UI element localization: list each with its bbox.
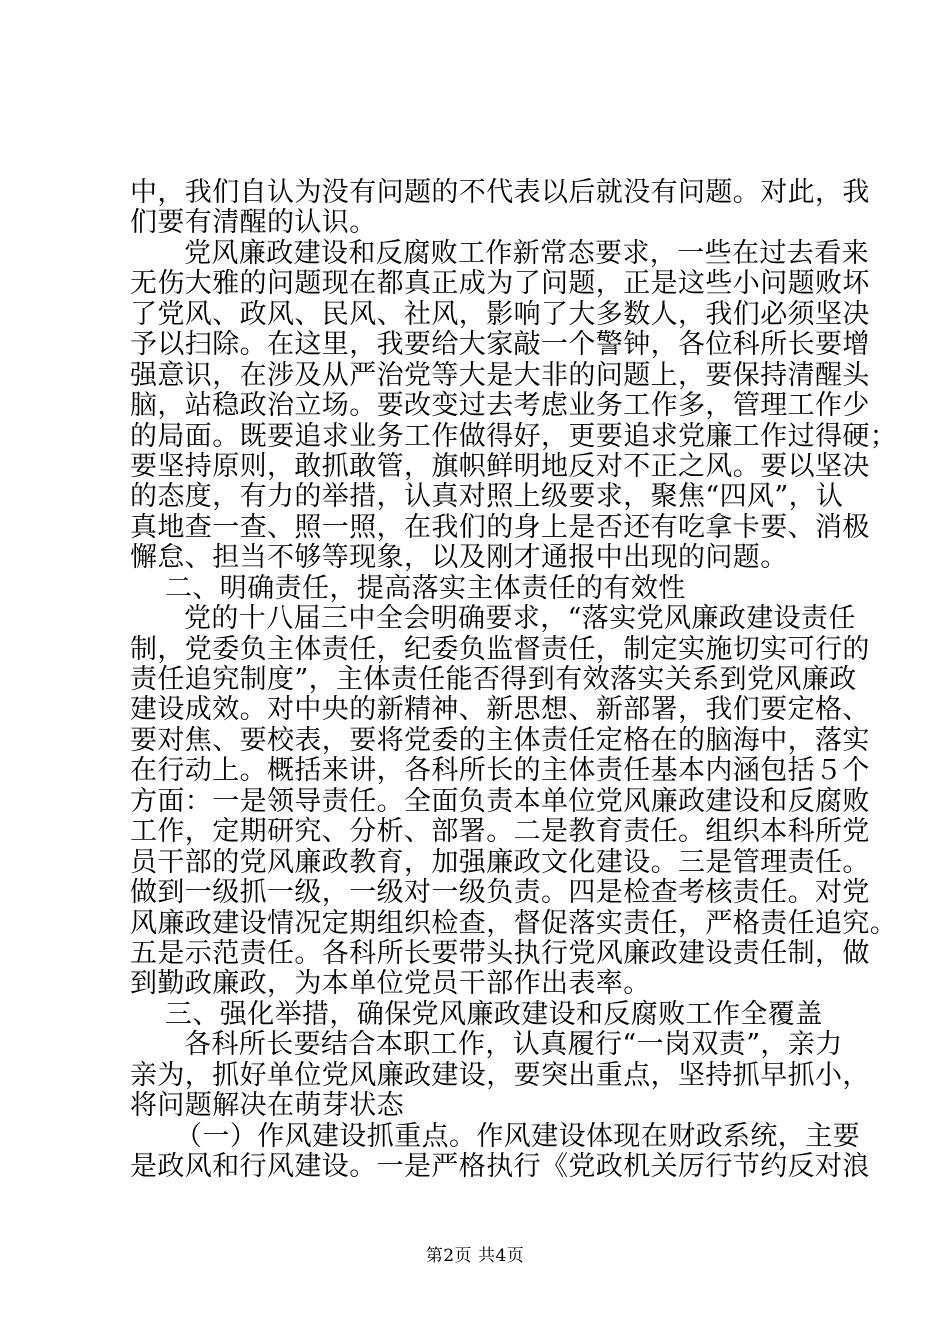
- paragraph-line: 在行动上。概括来讲，各科所长的主体责任基本内涵包括５个: [130, 755, 870, 787]
- paragraph-line: 的态度，有力的举措，认真对照上级要求，聚焦“四风”，认: [130, 481, 844, 513]
- paragraph-line: 予以扫除。在这里，我要给大家敲一个警钟，各位科所长要增: [130, 329, 870, 361]
- paragraph-line: 要坚持原则，敢抓敢管，旗帜鲜明地反对不正之风。要以坚决: [130, 450, 870, 482]
- paragraph-line: 建设成效。对中央的新精神、新思想、新部署，我们要定格、: [130, 694, 870, 726]
- paragraph-line: 方面：一是领导责任。全面负责本单位党风廉政建设和反腐败: [130, 785, 870, 817]
- paragraph-line: 无伤大雅的问题现在都真正成为了问题，正是这些小问题败坏: [130, 268, 870, 300]
- paragraph-line: （一）作风建设抓重点。作风建设体现在财政系统，主要: [175, 1120, 860, 1152]
- paragraph-line: 制，党委负主体责任，纪委负监督责任，制定实施切实可行的: [130, 633, 870, 665]
- paragraph-line: 是政风和行风建设。一是严格执行《党政机关厉行节约反对浪: [130, 1151, 870, 1182]
- paragraph-line: 党的十八届三中全会明确要求，“落实党风廉政建设责任: [184, 603, 856, 635]
- paragraph-line: 员干部的党风廉政教育，加强廉政文化建设。三是管理责任。: [130, 846, 870, 878]
- paragraph-line: 将问题解决在萌芽状态: [130, 1090, 404, 1122]
- section-heading: 二、明确责任，提高落实主体责任的有效性: [165, 572, 686, 604]
- paragraph-line: 了党风、政风、民风、社风，影响了大多数人，我们必须坚决: [130, 298, 870, 330]
- paragraph-line: 懈怠、担当不够等现象，以及刚才通报中出现的问题。: [130, 542, 788, 574]
- paragraph-line: 责任追究制度”，主体责任能否得到有效落实关系到党风廉政: [130, 664, 857, 695]
- paragraph-line: 亲为，抓好单位党风廉政建设，要突出重点，坚持抓早抓小，: [130, 1059, 870, 1091]
- paragraph-line: 到勤政廉政，为本单位党员干部作出表率。: [130, 968, 651, 1000]
- paragraph-line: 工作，定期研究、分析、部署。二是教育责任。组织本科所党: [130, 816, 870, 848]
- paragraph-line: 要对焦、要校表，要将党委的主体责任定格在的脑海中，落实: [130, 724, 870, 756]
- paragraph-line: 五是示范责任。各科所长要带头执行党风廉政建设责任制，做: [130, 937, 870, 969]
- paragraph-line: 党风廉政建设和反腐败工作新常态要求，一些在过去看来: [184, 237, 869, 269]
- paragraph-line: 们要有清醒的认识。: [130, 207, 377, 239]
- paragraph-line: 脑，站稳政治立场。要改变过去考虑业务工作多，管理工作少: [130, 390, 870, 422]
- paragraph-line: 风廉政建设情况定期组织检查，督促落实责任，严格责任追究。: [130, 907, 898, 939]
- paragraph-line: 强意识，在涉及从严治党等大是大非的问题上，要保持清醒头: [130, 359, 870, 391]
- paragraph-line: 的局面。既要追求业务工作做得好，更要追求党廉工作过得硬；: [130, 420, 898, 452]
- paragraph-line: 真地查一查、照一照，在我们的身上是否还有吃拿卡要、消极: [130, 511, 870, 543]
- paragraph-line: 做到一级抓一级，一级对一级负责。四是检查考核责任。对党: [130, 877, 870, 909]
- paragraph-line: 中，我们自认为没有问题的不代表以后就没有问题。对此，我: [130, 177, 870, 208]
- page-number-footer: 第2页 共4页: [425, 1246, 525, 1266]
- section-heading: 三、强化举措，确保党风廉政建设和反腐败工作全覆盖: [165, 998, 823, 1030]
- paragraph-line: 各科所长要结合本职工作，认真履行“一岗双责”，亲力: [184, 1029, 843, 1061]
